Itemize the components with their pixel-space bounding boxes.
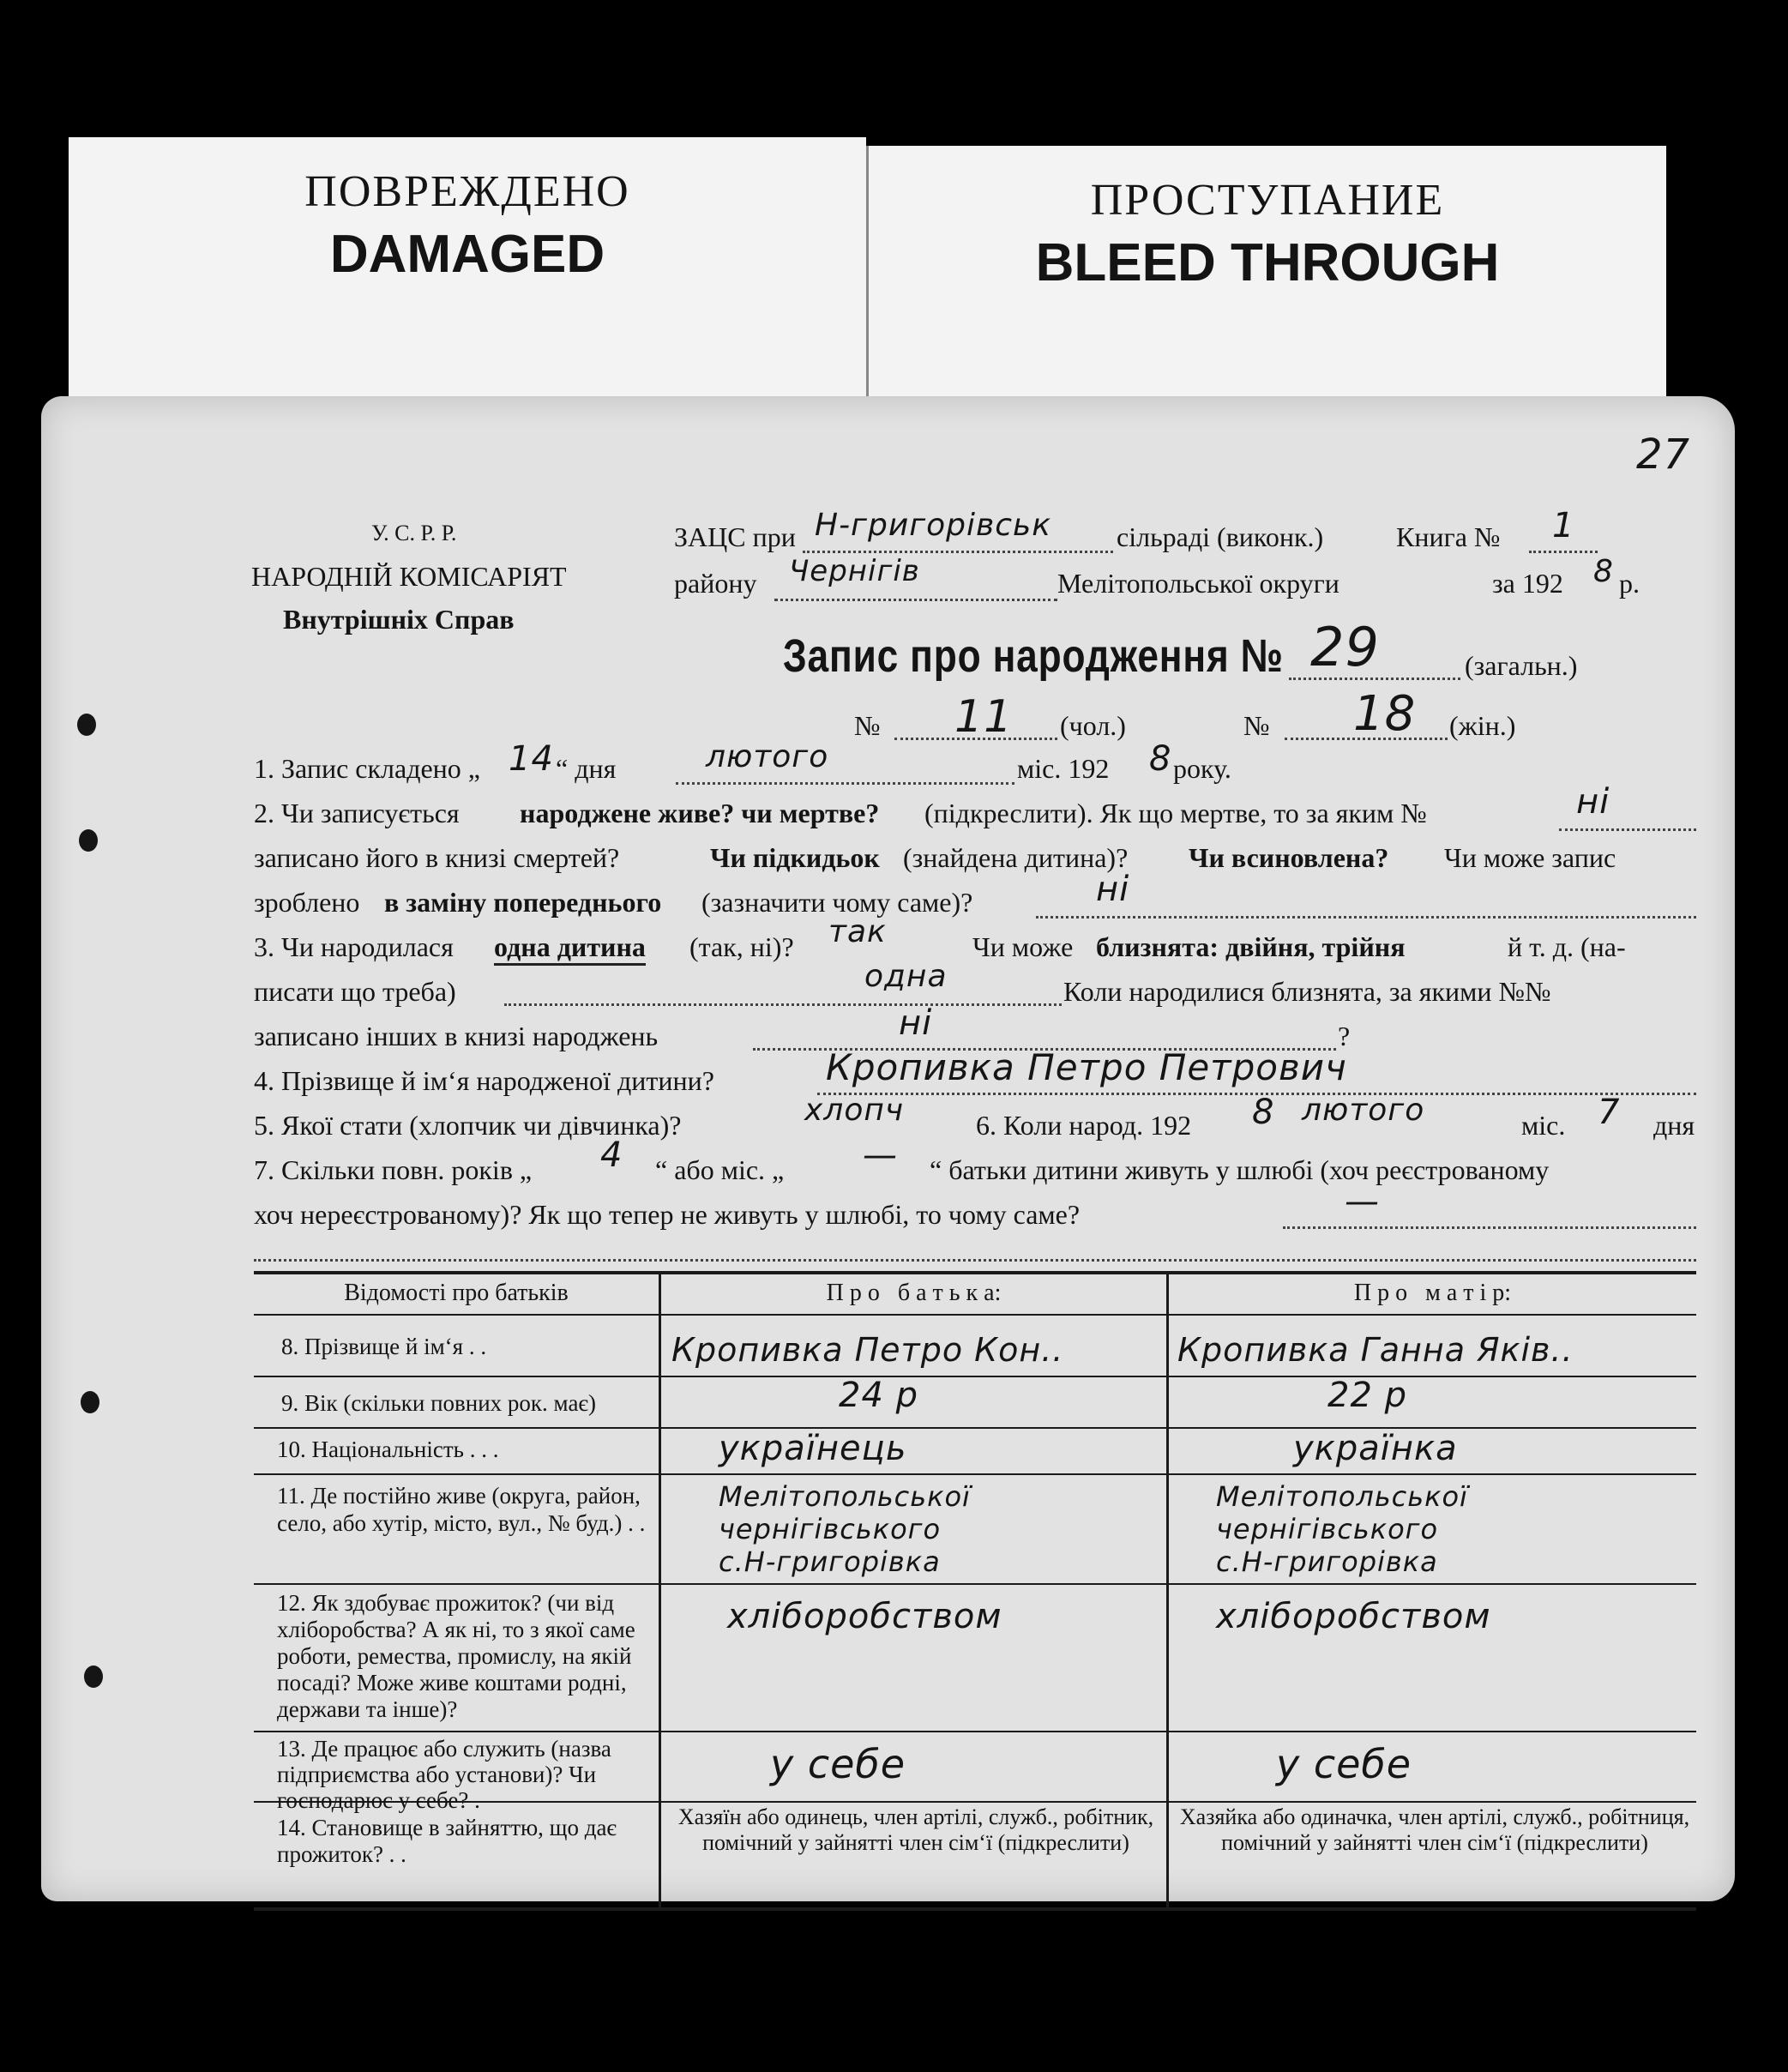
book-value: 1 [1552,506,1575,545]
table-header-mother: П р о м а т і р: [1353,1280,1512,1306]
table-header-border [254,1314,1696,1316]
q2-line3-a: зроблено [254,887,360,918]
rayon-label: району [674,568,757,599]
table-header-father: П р о б а т ь к а: [826,1280,1002,1306]
q7-text-c: “ батьки дитини живуть у шлюбі (хоч реєстрованому [930,1154,1550,1185]
row-8-father: Кропивка Петро Кон.. [671,1331,1064,1369]
q1-year: 8 [1149,739,1172,779]
q7-text-a: 7. Скільки повн. років „ [254,1154,533,1185]
q4-text: 4. Прізвище й ім‘я народженої дитини? [254,1065,714,1096]
q3-text-d: Чи може [972,931,1074,962]
row-8-question: 8. Прізвище й ім‘я . . [281,1334,487,1359]
table-bottom-border [254,1907,1696,1911]
birth-record-form [41,396,1735,1901]
q1-text-b: “ дня [556,753,617,784]
male-no-value: 11 [954,691,1014,743]
bleed-en-label: BLEED THROUGH [1035,233,1500,292]
q6-dnya: дня [1653,1110,1695,1141]
q2-value-line [1559,828,1696,831]
q2-line3-line [1036,916,1696,919]
q7-months: — [863,1135,898,1175]
q1-day: 14 [509,739,554,779]
q2-line2-c: (знайдена дитина)? [903,842,1129,873]
q6-mis: міс. [1521,1110,1566,1141]
table-header-info: Відомості про батьків [344,1280,569,1306]
q7-line2: хоч нереєстрованому)? Як що тепер не живуть у шлюбі, то чому саме? [254,1199,1081,1230]
row-13-mother: у себе [1276,1741,1412,1787]
q6-year: 8 [1252,1093,1275,1132]
q7-value: — [1345,1182,1380,1221]
row-11-father: Мелітопольської чернігівського с.Н-григорівка [719,1480,971,1578]
q2-line2-e: Чи може запис [1444,842,1616,873]
q5-text: 5. Якої стати (хлопчик чи дівчинка)? [254,1110,682,1141]
row-12-question: 12. Як здобуває прожиток? (чи від хліборобства? А як ні, то з якої саме роботи, ремества, промислу, на якій посаді? Може живе коштами родні, держави та інше)? [277,1590,635,1722]
row-14-father: Хазяїн або одинець, член артілі, служб., робітник, помічний у зайнятті член сім‘ї (підкреслити) [677,1804,1154,1855]
female-no-value: 18 [1353,686,1417,742]
q3-text-b: одна дитина [494,931,646,966]
selrada-value: Н-григорівськ [815,508,1051,543]
row-separator [254,1731,1696,1732]
q3-value: так [828,914,887,949]
q3-text-a: 3. Чи народилася [254,931,454,962]
q3-text-e: близнята: двійня, трійня [1096,931,1406,962]
ussr-label: У. С. Р. Р. [371,521,457,545]
q3-line2-line [504,1003,1062,1006]
year-suffix: р. [1619,568,1640,599]
q6-day: 7 [1598,1093,1621,1132]
record-number: 29 [1310,616,1380,678]
internal-affairs-label: Внутрішніх Справ [283,604,515,635]
q6-month: лютого [1302,1093,1425,1128]
row-13-father: у себе [770,1741,906,1787]
female-label: (жін.) [1449,710,1516,741]
bleed-ru-label: ПРОСТУПАНИЕ [1090,176,1445,225]
punch-hole [79,829,98,852]
okruga-label: Мелітопольської округи [1057,568,1339,599]
row-11-mother: Мелітопольської чернігівського с.Н-григорівка [1216,1480,1468,1578]
q2-text-c: (підкреслити). Як що мертве, то за яким № [924,798,1427,828]
table-col-divider-2 [1166,1271,1169,1909]
male-no-line [894,738,1057,740]
q1-text-d: року. [1173,753,1231,784]
punch-hole [77,714,96,736]
q2-line3-b: в заміну попереднього [384,887,662,918]
q2-line3-c: (зазначити чому саме)? [701,887,973,918]
q7-text-b: “ або міс. „ [655,1154,785,1185]
bleed-through-tag [866,146,1666,412]
female-no-label: № [1243,710,1270,741]
row-8-mother: Кропивка Ганна Яків.. [1177,1331,1574,1369]
q3-line3-b: ? [1338,1021,1351,1051]
year-value: 8 [1593,554,1614,589]
rayon-value: Чернігів [789,554,920,588]
female-no-line [1285,738,1448,740]
book-line [1529,551,1598,553]
page-number: 27 [1636,431,1691,479]
q6-text: 6. Коли народ. 192 [976,1110,1192,1141]
selrada-line [803,551,1113,553]
book-label: Книга № [1396,521,1501,552]
row-9-question: 9. Вік (скільки повних рок. має) [281,1390,597,1416]
q7-years: 4 [600,1135,623,1175]
row-10-mother: українка [1293,1429,1458,1468]
q3-text-c: (так, ні)? [689,931,794,962]
row-10-question: 10. Національність . . . [277,1437,499,1462]
rayon-line [774,599,1057,601]
q3-line2-b: Коли народилися близнята, за якими №№ [1063,976,1551,1007]
q2-line3-value: ні [1096,870,1130,909]
q7-extra-line [254,1259,1696,1262]
row-separator [254,1473,1696,1475]
punch-hole [84,1665,103,1688]
q2-line2-a: записано його в книзі смертей? [254,842,620,873]
q5-value: хлопч [804,1093,905,1128]
q4-value: Кропивка Петро Петрович [826,1046,1347,1088]
q2-line2-b: Чи підкидьок [710,842,880,873]
q1-text-a: 1. Запис складено „ [254,753,480,784]
row-9-mother: 22 р [1327,1376,1408,1415]
row-14-mother: Хазяйка або одиначка, член артілі, служб., робітниця, помічний у зайнятті член сім‘ї (підкреслити) [1179,1804,1690,1855]
punch-hole [81,1391,99,1413]
q3-text-f: й т. д. (на- [1508,931,1626,962]
q1-month: лютого [706,739,829,774]
damaged-ru-label: ПОВРЕЖДЕНО [304,167,630,216]
damaged-tag [69,137,866,412]
commissariat-label: НАРОДНІЙ КОМІСАРІЯТ [251,561,567,592]
q1-text-c: міс. 192 [1017,753,1110,784]
row-separator [254,1583,1696,1585]
record-number-line [1289,678,1460,680]
male-label: (чол.) [1060,710,1126,741]
row-14-question: 14. Становище в зайняттю, що дає прожиток? . . [277,1815,617,1867]
damaged-en-label: DAMAGED [329,225,605,284]
row-13-question: 13. Де працює або служить (назва підприємства або установи)? Чи господарює у себе? . [277,1736,611,1813]
male-no-label: № [854,710,881,741]
table-col-divider-1 [659,1271,661,1909]
q3-line2-a: писати що треба) [254,976,456,1007]
year-label: за 192 [1492,568,1563,599]
row-separator [254,1427,1696,1429]
table-top-border [254,1271,1696,1274]
q2-text-b: народжене живе? чи мертве? [520,798,880,828]
row-10-father: українець [719,1429,907,1468]
q3-line2-value: одна [864,959,948,994]
q3-line3-a: записано інших в книзі народжень [254,1021,659,1051]
record-title: Запис про народження № [783,630,1284,682]
row-12-father: хліборобством [727,1597,1002,1636]
q1-month-line [676,782,1014,785]
q2-value: ні [1576,782,1610,822]
row-11-question: 11. Де постійно живе (округа, район, село, або хутір, місто, вул., № буд.) . . [277,1483,646,1536]
q2-text-a: 2. Чи записується [254,798,460,828]
q7-line [1283,1226,1696,1229]
row-separator [254,1376,1696,1377]
q2-line2-d: Чи всиновлена? [1189,842,1389,873]
selrada-suffix: сільраді (виконк.) [1117,521,1324,552]
row-9-father: 24 р [839,1376,919,1415]
row-12-mother: хліборобством [1216,1597,1491,1636]
q3-line3-value: ні [899,1003,933,1043]
general-label: (загальн.) [1465,650,1578,681]
zags-label: ЗАЦС при [674,521,796,552]
